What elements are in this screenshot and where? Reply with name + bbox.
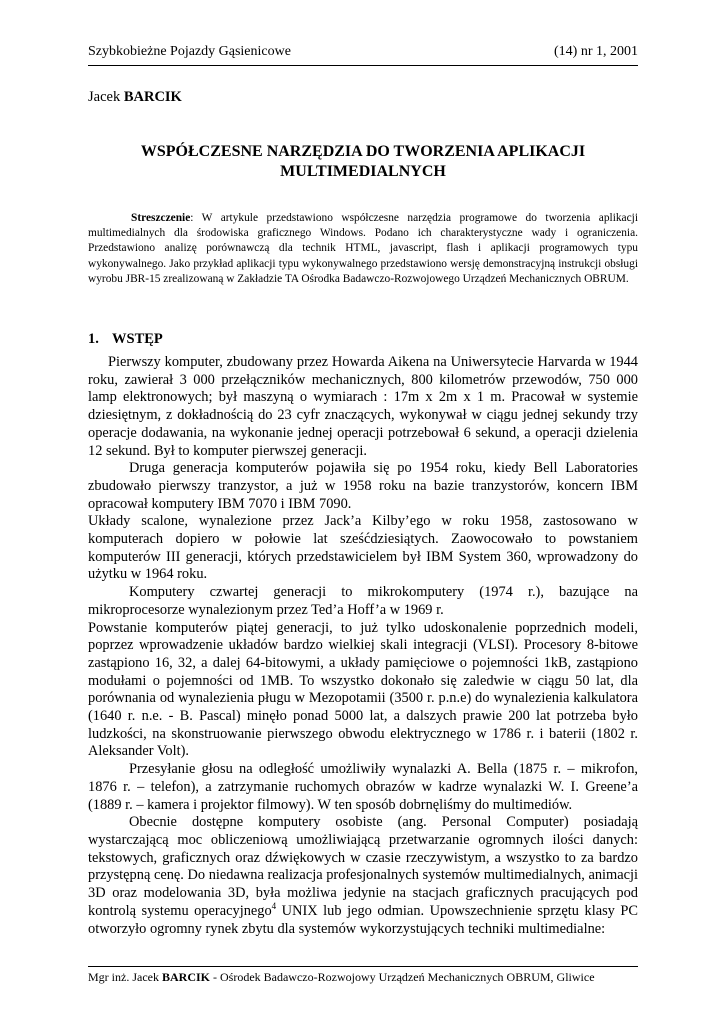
paragraph: Pierwszy komputer, zbudowany przez Howarda Aikena na Uniwersytecie Harvarda w 1944 roku, zawierał 3 000 przełączników mechanicznych, 800 kilometrów przewodów, 750 000 lamp elektronowych; był maszyną o wymiarach : 17m x 2m x 1 m. Pracował w systemie dziesiętnym, z dokładnością do 23 cyfr znaczących, wykonywał w ciągu jednej sekundy trzy operacje dodawania, na wykonanie jednej operacji potrzebował 6 sekund, a operacji dzielenia 12 sekund. Był to komputer pierwszej generacji. [88,354,638,459]
abstract [88,211,638,287]
body-text [88,354,638,938]
section-heading [88,331,163,348]
paragraph: Powstanie komputerów piątej generacji, to już tylko udoskonalenie poprzednich modeli, poprzez wprowadzenie układów bardzo wielkiej skali integracji (VLSI). Procesory 8-bitowe zastąpiono 16, 32, a dalej 64-bitowymi, a układy pamięciowe o pojemności 1kB, zastąpiono modułami o pojemności od 1MB. To wszystko dokonało się zaledwie w ciągu 50 lat, dla porównania od wynalezienia pługu w Mezopotamii (3500 r. p.n.e) do wynalezienia kalkulatora (1640 r. n.e. - B. Pascal) minęło ponad 5000 lat, a dalszych prawie 200 lat potrzeba było ludzkości, na skonstruowanie pierwszego obwodu elektrycznego w 1786 r. i baterii (1802 r. Aleksander Volt). [88,619,638,760]
abstract-label: Streszczenie [131,212,191,224]
paragraph [88,814,638,938]
author-line [88,89,182,106]
paragraph: Przesyłanie głosu na odległość umożliwiły wynalazki A. Bella (1875 r. – mikrofon, 1876 r. – telefon), a zatrzymanie ruchomych obrazów w kadrze wynalazki W. I. Greene’a (1889 r. – kamera i projektor filmowy). W ten sposób dobrnęliśmy do multimediów. [88,761,638,813]
paragraph: Układy scalone, wynalezione przez Jack’a Kilby’ego w roku 1958, zastosowano w komputerach dopiero w połowie lat sześćdziesiątych. Zaowocowało to powstaniem komputerów III generacji, których przedstawicielem był IBM System 360, wprowadzony do użytku w 1964 roku. [88,513,638,583]
footer-name: BARCIK [161,970,210,984]
paragraph: Komputery czwartej generacji to mikrokomputery (1974 r.), bazujące na mikroprocesorze wynalezionym przez Ted’a Hoff’a w 1969 r. [88,584,638,618]
paper-title: WSPÓŁCZESNE NARZĘDZIA DO TWORZENIA APLIKACJI MULTIMEDIALNYCH [140,143,586,180]
footnote-marker[interactable]: 4 [271,901,277,911]
paragraph-text: Obecnie dostępne komputery osobiste (ang. Personal Computer) posiadają wystarczającą moc obliczeniową umożliwiającą przetwarzanie ogromnych ilości danych: tekstowych, graficznych oraz dźwiękowych w czasie rzeczywistym, a wszystko to za bardzo przystępną cenę. Do niedawna realizacja profesjonalnych systemów multimedialnych, animacji 3D oraz modelowania 3D, była możliwa jedynie na stacjach graficznych pracujących pod kontrolą systemu operacyjnego [88,814,638,919]
author-last-name: BARCIK [123,89,182,105]
section-title: WSTĘP [112,331,163,347]
paragraph: Druga generacja komputerów pojawiła się po 1954 roku, kiedy Bell Laboratories zbudowało pierwszy tranzystor, a już w 1958 roku na bazie tranzystorów, koncern IBM opracował komputery IBM 7070 i IBM 7090. [88,460,638,512]
abstract-text: : W artykule przedstawiono współczesne narzędzia programowe do tworzenia aplikacji multimedialnych dla środowiska graficznego Windows. Podano ich charakterystyczne wady i ograniczenia. Przedstawiono analizę porównawczą dla technik HTML, javascript, flash i aplikacji programowych typu wykonywalnego. Jako przykład aplikacji typu wykonywalnego przedstawiono wersję demonstracyjną instrukcji obsługi wyrobu JBR-15 zrealizowaną w Zakładzie TA Ośrodka Badawczo-Rozwojowego Urządzeń Mechanicznych OBRUM. [88,212,638,285]
running-header [88,44,638,66]
paragraph-text: UNIX lub jego odmian. Upowszechnienie sprzętu klasy PC otworzyło ogromny rynek zbytu dla systemów wykorzystujących techniki multimedialne: [88,902,638,937]
footer-affiliation: - Ośrodek Badawczo-Rozwojowy Urządzeń Mechanicznych OBRUM, Gliwice [210,970,595,984]
issue-number: (14) nr 1, 2001 [554,44,638,59]
section-number: 1. [88,331,99,347]
footer-note [88,966,638,985]
journal-name: Szybkobieżne Pojazdy Gąsienicowe [88,44,291,59]
author-first-name: Jacek [88,89,121,105]
footer-prefix: Mgr inż. Jacek [88,970,162,984]
